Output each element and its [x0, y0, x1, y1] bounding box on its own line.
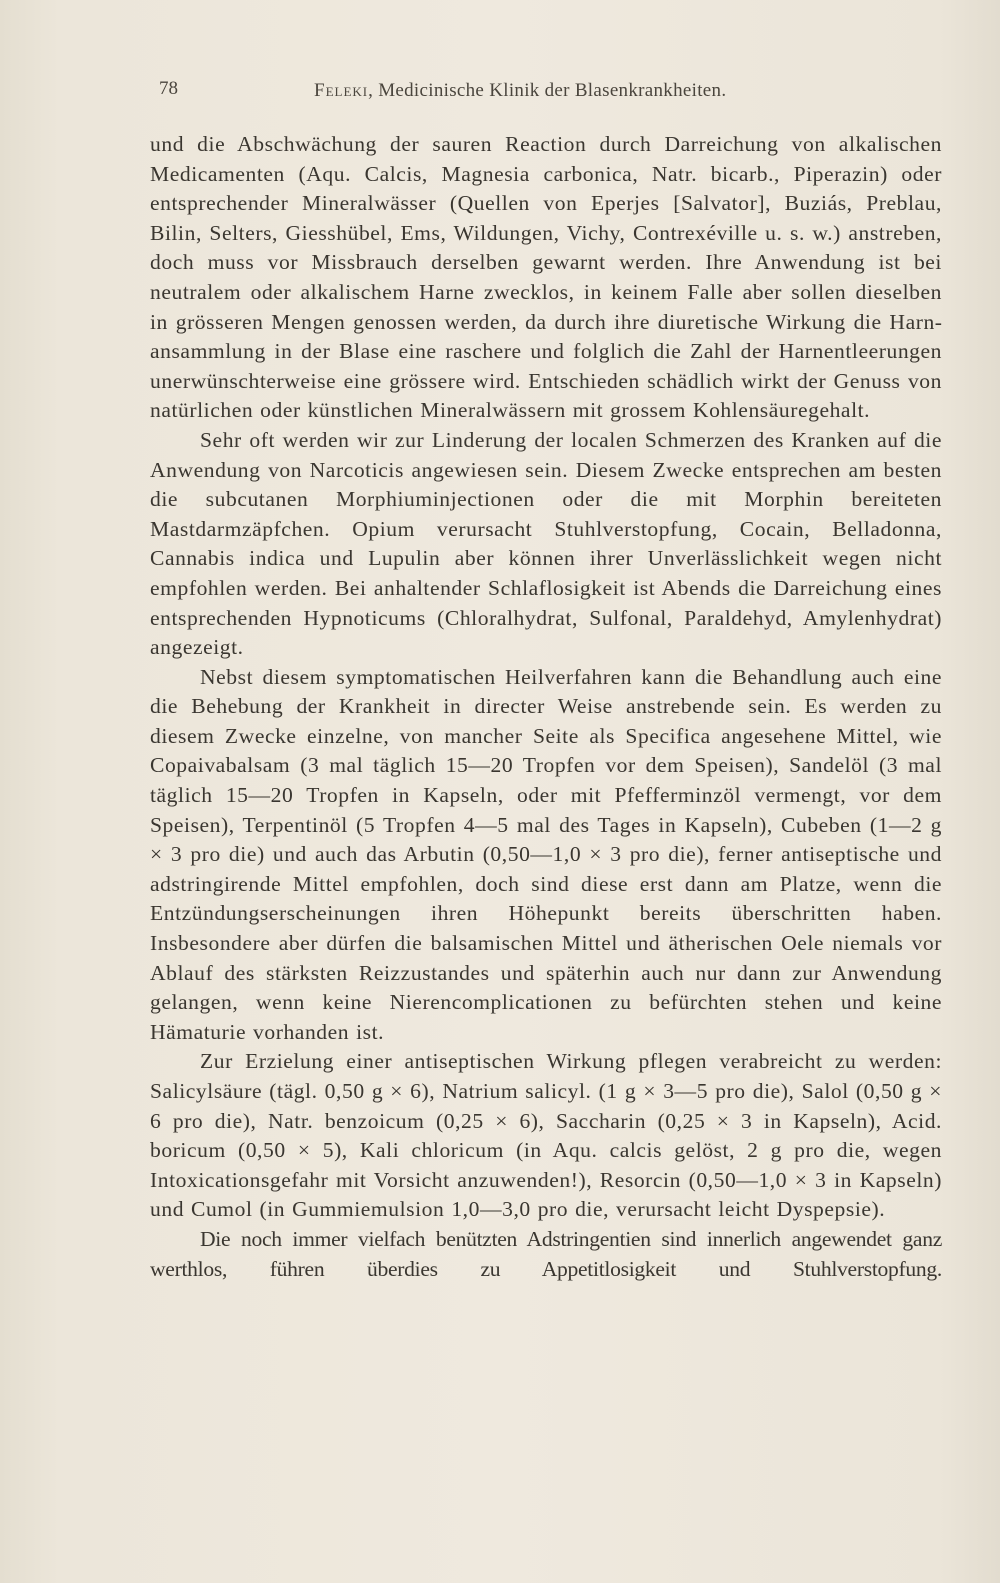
paragraph-alkaline-treatment: und die Abschwächung der sauren Reaction durch Darreichung von alkalischen Medicamenten (Aqu. Calcis, Magnesia carbonica, Natr. bicarb., Piperazin) oder entsprechender Mineralwässer (Quellen von Eperjes [Salvator], Buziás, Preblau, Bilin, Selters, Giesshübel, Ems, Wildungen, Vichy, Contrexéville u. s. w.) anstreben, doch muss vor Missbrauch derselben gewarnt werden. Ihre Anwendung ist bei neutralem oder alkalischem Harne zwecklos, in keinem Falle aber sollen dieselben in grösseren Mengen genossen werden, da durch ihre diuretische Wirkung die Harnansammlung in der Blase eine raschere und folglich die Zahl der Harnentleerungen unerwünschterweise eine grössere wird. Entschieden schädlich wirkt der Genuss von natürlichen oder künstlichen Mineralwässern mit grossem Kohlensäuregehalt. — [150, 132, 942, 423]
paragraph-astringents: Die noch immer vielfach benützten Adstringentien sind innerlich angewendet ganz werthlos, führen überdies zu Appetitlosigkeit und Stuhlverstopfung. — [150, 1226, 942, 1281]
body-text — [150, 130, 942, 1284]
book-title: , Medicinische Klinik der Blasenkrankheiten. — [368, 80, 727, 101]
running-header — [159, 78, 799, 108]
paragraph-antiseptics: Zur Erzielung einer antiseptischen Wirkung pflegen verabreicht zu werden: Salicylsäure (tägl. 0,50 g × 6), Natrium salicyl. (1 g × 3—5 pro die), Salol (0,50 g × 6 pro die), Natr. benzoicum (0,25 × 6), Saccharin (0,25 × 3 in Kapseln), Acid. boricum (0,50 × 5), Kali chloricum (in Aqu. calcis gelöst, 2 g pro die, wegen Intoxicationsgefahr mit Vorsicht anzuwenden!), Resorcin (0,50—1,0 × 3 in Kapseln) und Cumol (in Gummiemulsion 1,0—3,0 pro die, verursacht leicht Dyspepsie). — [150, 1049, 942, 1222]
page-number: 78 — [159, 78, 178, 99]
running-title — [314, 80, 726, 102]
paragraph-narcotics: Sehr oft werden wir zur Linderung der localen Schmerzen des Kranken auf die Anwendung von Narcoticis angewiesen sein. Diesem Zwecke entsprechen am besten die subcutanen Morphiuminjectionen oder die mit Morphin bereiteten Mastdarmzäpfchen. Opium verursacht Stuhlverstopfung, Cocain, Belladonna, Cannabis indica und Lupulin aber können ihrer Unverlässlichkeit wegen nicht empfohlen werden. Bei anhaltender Schlaflosigkeit ist Abends die Darreichung eines entsprechenden Hypnoticums (Chloralhydrat, Sulfonal, Paraldehyd, Amylenhydrat) angezeigt. — [150, 427, 942, 660]
author-name: Feleki — [314, 80, 369, 101]
paragraph-specific-remedies: Nebst diesem symptomatischen Heilverfahren kann die Behandlung auch eine die Behebung der Krankheit in directer Weise anstrebende sein. Es werden zu diesem Zwecke einzelne, von mancher Seite als Specifica angesehene Mittel, wie Copaivabalsam (3 mal täglich 15—20 Tropfen vor dem Speisen), Sandelöl (3 mal täglich 15—20 Tropfen in Kapseln, oder mit Pfefferminzöl vermengt, vor dem Speisen), Terpentinöl (5 Tropfen 4—5 mal des Tages in Kapseln), Cubeben (1—2 g × 3 pro die) und auch das Arbutin (0,50—1,0 × 3 pro die), ferner antiseptische und adstringirende Mittel empfohlen, doch sind diese erst dann am Platze, wenn die Entzündungserscheinungen ihren Höhepunkt bereits überschritten haben. Insbesondere aber dürfen die balsamischen Mittel und ätherischen Oele niemals vor Ablauf des stärksten Reizzustandes und späterhin auch nur dann zur Anwendung gelangen, wenn keine Nierencomplicationen zu befürchten stehen und keine Hämaturie vorhanden ist. — [150, 664, 942, 1044]
